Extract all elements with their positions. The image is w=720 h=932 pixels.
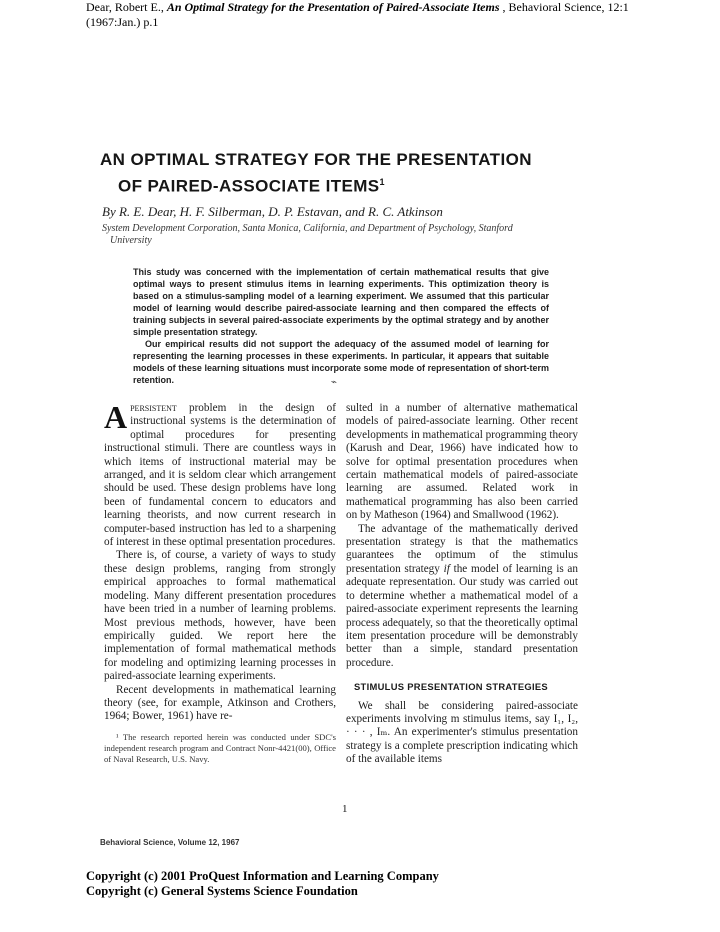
title-line-1: AN OPTIMAL STRATEGY FOR THE PRESENTATION <box>100 150 532 169</box>
body-paragraph-right-2: The advantage of the mathematically derived presentation strategy is that the mathematics guarantees the optimum of the stimulus presentation strategy if the model of learning is an adequate representation. Our study was carried out to determine whether a mathematical model of a paired-associate experiment represents the learning process adequately, so that the theoretically optimal item presentation procedure will be demonstrably better than a simple, standard presentation procedure. <box>346 522 578 669</box>
emphasis-if: if <box>443 562 450 575</box>
journal-footer: Behavioral Science, Volume 12, 1967 <box>100 838 240 847</box>
body-column-left <box>104 399 336 765</box>
title-line-2: OF PAIRED-ASSOCIATE ITEMS$^1$ <box>118 176 385 196</box>
intro-paragraph <box>104 399 336 549</box>
copyright-block <box>86 869 439 899</box>
citation-title: An Optimal Strategy for the Presentation of Paired-Associate Items <box>166 0 500 14</box>
intro-smallcaps: persistent <box>130 402 177 414</box>
article-title <box>100 148 540 198</box>
copyright-line-2: Copyright (c) General Systems Science Foundation <box>86 884 358 898</box>
affiliation-line-2: University <box>110 235 152 246</box>
copyright-line-1: Copyright (c) 2001 ProQuest Information and Learning Company <box>86 869 439 883</box>
section-heading: STIMULUS PRESENTATION STRATEGIES <box>354 681 548 693</box>
abstract-paragraph-2: Our empirical results did not support the adequacy of the assumed model of learning for representing the learning processes in these experiments. In particular, it appears that suitable models of these learning situations must incorporate some mode of representation of short-term retention. <box>133 339 549 385</box>
body-paragraph-2: There is, of course, a variety of ways to study these design problems, ranging from strongly empirical approaches to formal mathematical modeling. Many different presentation procedures have been tried in a number of learning problems. Most previous methods, however, have been empirically guided. We report here the implementation of formal mathematical methods for modeling and optimizing learning processes in paired-associate learning experiments. <box>104 549 336 683</box>
affiliation <box>102 223 582 247</box>
citation-header <box>86 0 646 30</box>
affiliation-line-1: System Development Corporation, Santa Monica, California, and Department of Psychology, Stanford <box>102 223 513 234</box>
body-paragraph-right-1: sulted in a number of alternative mathematical models of paired-associate learning. Other recent developments in mathematical programming theory (Karush and Dear, 1966) have indicated how to solve for optimal presentation procedures when certain mathematical models of paired-associate learning are assumed. Related work in mathematical programming has also been carried on by Matheson (1964) and Smallwood (1962). <box>346 402 578 522</box>
section-separator-ornament: ⌁ <box>331 377 338 388</box>
title-footnote-mark: 1 <box>379 177 385 187</box>
footnote: ¹ The research reported herein was conducted under SDC's independent research program and Contract Nonr-4421(00), Office of Naval Research, U.S. Navy. <box>104 731 336 764</box>
drop-cap: A <box>104 399 128 435</box>
citation-journal: , Behavioral Science, 12:1 (1967:Jan.) p.1 <box>86 0 629 29</box>
citation-author: Dear, Robert E., <box>86 0 167 14</box>
body-column-right <box>346 402 578 767</box>
page-number: 1 <box>342 803 348 815</box>
abstract <box>133 266 549 386</box>
author-line: By R. E. Dear, H. F. Silberman, D. P. Estavan, and R. C. Atkinson <box>102 204 443 219</box>
abstract-paragraph-1: This study was concerned with the implementation of certain mathematical results that give optimal ways to present stimulus items in learning experiments. This optimization theory is based on a stimulus-sampling model of a learning experiment. We assumed that this particular model of learning would describe paired-associate learning and then compared the effects of training subjects in several paired-associate experiments by the optimal strategy and by another simple presentation strategy. <box>133 267 549 337</box>
intro-text: problem in the design of instructional systems is the determination of optimal procedures for presenting instructional stimuli. There are countless ways in which items of instructional material may be arranged, and it is seldom clear which arrangement should be used. These design problems have long been of fundamental concern to educators and learning theorists, and now current research in computer-based instruction has led to a sharpening of interest in these optimal presentation procedures. <box>104 402 336 549</box>
body-paragraph-right-3: We shall be considering paired-associate experiments involving m stimulus items, say I₁, I₂, · · · , Iₘ. An experimenter's stimulus presentation strategy is a complete prescription indicating which of the available items <box>346 699 578 766</box>
body-paragraph-3: Recent developments in mathematical learning theory (see, for example, Atkinson and Crothers, 1964; Bower, 1961) have re- <box>104 683 336 723</box>
